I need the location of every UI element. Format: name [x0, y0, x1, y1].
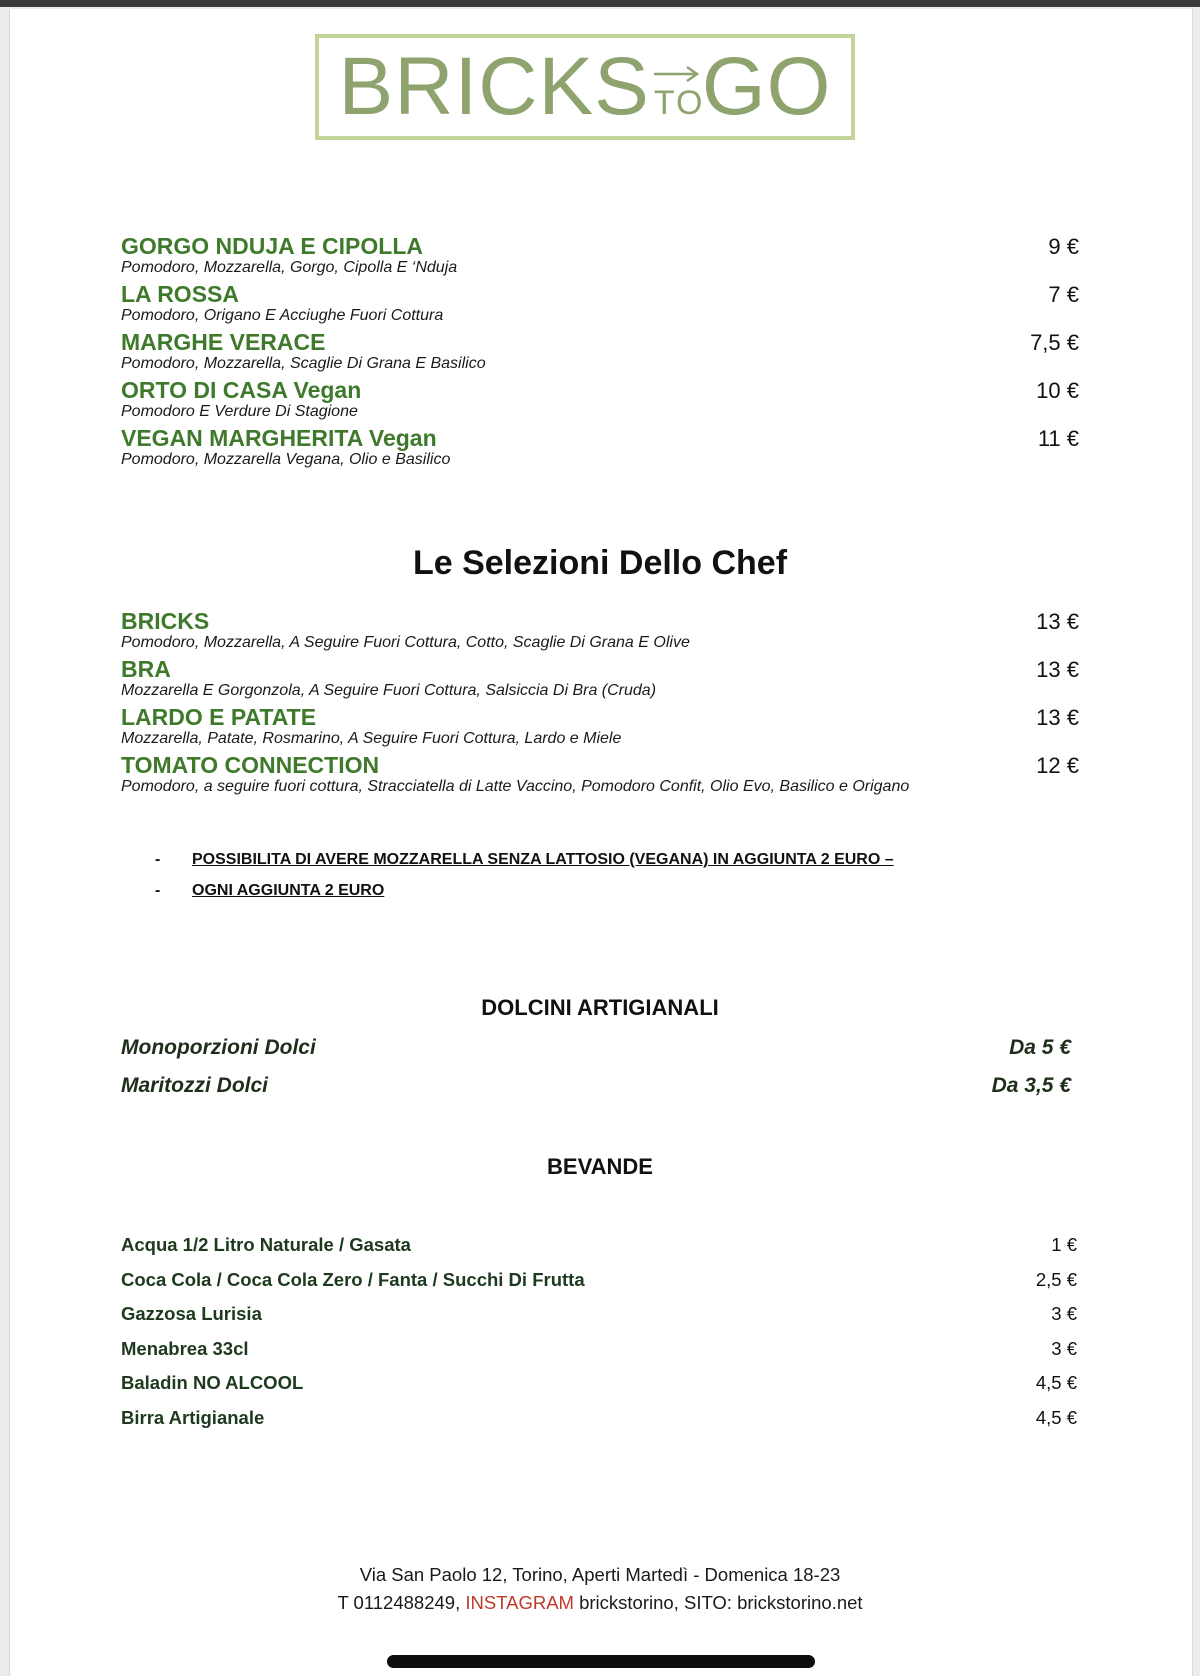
logo-to-block: [650, 52, 705, 122]
dessert-price: Da 5 €: [1009, 1036, 1071, 1059]
dish-name: LA ROSSA: [121, 281, 239, 307]
dessert-item: [121, 1073, 1071, 1111]
chef-section-title: Le Selezioni Dello Chef: [412, 544, 788, 582]
menu-item: [121, 424, 1079, 472]
drink-name: Coca Cola / Coca Cola Zero / Fanta / Succhi Di Frutta: [121, 1268, 585, 1290]
drink-name: Baladin NO ALCOOL: [121, 1372, 304, 1393]
logo-text-bricks: BRICKS: [338, 41, 650, 132]
logo-text-to: TO: [653, 84, 705, 122]
dessert-price: Da 3,5 €: [991, 1074, 1071, 1097]
note-bullet: -: [155, 882, 161, 899]
dish-name: BRICKS: [121, 608, 210, 634]
dish-description: Pomodoro, Mozzarella, Gorgo, Cipolla E ‘Nduja: [121, 259, 458, 276]
footer-contact: [0, 1561, 1200, 1617]
dish-description: Mozzarella, Patate, Rosmarino, A Seguire Fuori Cottura, Lardo e Miele: [121, 730, 622, 747]
dish-description: Pomodoro, Mozzarella Vegana, Olio e Basilico: [121, 451, 451, 468]
logo-wordmark: [338, 41, 832, 132]
dish-price: 9 €: [1048, 234, 1079, 259]
footer-social-site: brickstorino, SITO: brickstorino.net: [573, 1592, 863, 1613]
dish-price: 7,5 €: [1030, 330, 1079, 355]
drink-item: [121, 1234, 1077, 1269]
dessert-name: Maritozzi Dolci: [121, 1074, 269, 1097]
footer-phone: T 0112488249,: [337, 1592, 466, 1613]
dish-price: 12 €: [1036, 753, 1079, 778]
drink-price: 3 €: [1051, 1303, 1077, 1324]
menu-item: [121, 655, 1079, 703]
dessert-name: Monoporzioni Dolci: [121, 1036, 316, 1059]
bricks-to-go-logo: [315, 34, 855, 140]
menu-item: [121, 703, 1079, 751]
menu-item: [121, 376, 1079, 424]
dish-description: Pomodoro, Mozzarella, A Seguire Fuori Cottura, Cotto, Scaglie Di Grana E Olive: [121, 634, 690, 651]
logo-text-go: GO: [701, 41, 832, 132]
drink-item: [121, 1372, 1077, 1407]
dish-price: 13 €: [1036, 657, 1079, 682]
drink-item: [121, 1338, 1077, 1373]
screen-top-strip: [0, 0, 1200, 7]
dish-price: 10 €: [1036, 378, 1079, 403]
drinks-list: [121, 1234, 1077, 1441]
dish-price: 13 €: [1036, 705, 1079, 730]
pizza-list: [121, 232, 1079, 472]
footer-contacts-line: [0, 1589, 1200, 1617]
drink-item: [121, 1269, 1077, 1304]
menu-item: [121, 280, 1079, 328]
chef-list: [121, 607, 1079, 799]
note-text: OGNI AGGIUNTA 2 EURO: [192, 882, 385, 899]
dish-name: TOMATO CONNECTION: [121, 752, 380, 778]
drink-name: Gazzosa Lurisia: [121, 1303, 262, 1324]
dish-name: LARDO E PATATE: [121, 704, 317, 730]
note-text: POSSIBILITA DI AVERE MOZZARELLA SENZA LATTOSIO (VEGANA) IN AGGIUNTA 2 EURO –: [192, 851, 894, 868]
dish-description: Pomodoro E Verdure Di Stagione: [121, 403, 358, 420]
dish-price: 13 €: [1036, 609, 1079, 634]
drink-price: 4,5 €: [1035, 1372, 1077, 1393]
note-bullet: -: [155, 851, 161, 868]
menu-item: [121, 328, 1079, 376]
dolci-section-title: DOLCINI ARTIGIANALI: [481, 995, 719, 1020]
dish-name: VEGAN MARGHERITA Vegan: [121, 425, 437, 451]
dish-name: GORGO NDUJA E CIPOLLA: [121, 233, 423, 259]
dish-price: 11 €: [1037, 426, 1079, 451]
home-indicator-bar[interactable]: [387, 1655, 815, 1668]
arrow-right-icon: [652, 64, 700, 84]
drink-price: 4,5 €: [1035, 1406, 1077, 1428]
drink-item: [121, 1407, 1077, 1442]
drink-item: [121, 1303, 1077, 1338]
menu-item: [121, 607, 1079, 655]
instagram-label: INSTAGRAM: [465, 1592, 574, 1613]
dolci-list: [121, 1035, 1071, 1111]
dish-description: Pomodoro, Origano E Acciughe Fuori Cottura: [121, 307, 444, 324]
drink-name: Menabrea 33cl: [121, 1337, 249, 1359]
footer-address: Via San Paolo 12, Torino, Aperti Martedì - Domenica 18-23: [359, 1564, 841, 1585]
drink-price: 3 €: [1051, 1337, 1077, 1359]
bevande-section-title: BEVANDE: [547, 1154, 653, 1179]
dish-price: 7 €: [1048, 282, 1079, 307]
menu-item: [121, 232, 1079, 280]
dish-name: ORTO DI CASA Vegan: [121, 377, 362, 403]
dish-name: MARGHE VERACE: [121, 329, 326, 355]
drink-name: Acqua 1/2 Litro Naturale / Gasata: [121, 1234, 411, 1255]
drink-price: 1 €: [1051, 1234, 1077, 1255]
drink-price: 2,5 €: [1035, 1268, 1077, 1290]
dish-description: Pomodoro, a seguire fuori cottura, Stracciatella di Latte Vaccino, Pomodoro Confit, Olio Evo, Basilico e Origano: [121, 778, 910, 795]
dish-name: BRA: [121, 656, 171, 682]
dish-description: Pomodoro, Mozzarella, Scaglie Di Grana E Basilico: [121, 355, 486, 372]
dessert-item: [121, 1035, 1071, 1073]
menu-item: [121, 751, 1079, 799]
drink-name: Birra Artigianale: [121, 1406, 265, 1428]
dish-description: Mozzarella E Gorgonzola, A Seguire Fuori Cottura, Salsiccia Di Bra (Cruda): [121, 682, 657, 699]
